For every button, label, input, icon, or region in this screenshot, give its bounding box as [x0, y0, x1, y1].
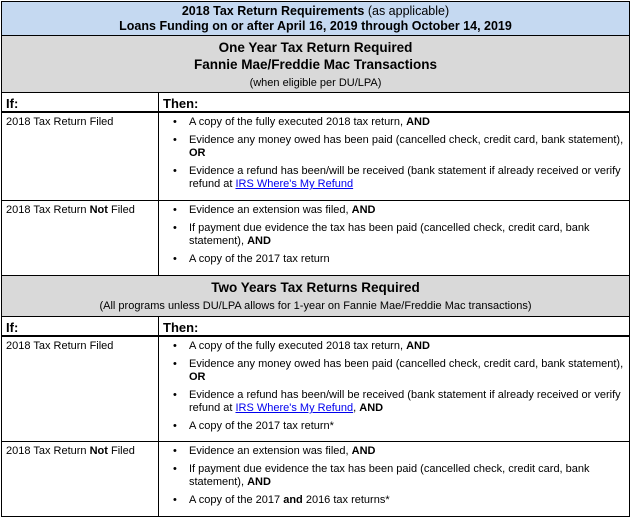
list-item: • Evidence an extension was filed, AND: [173, 445, 625, 458]
requirements-cell: [159, 201, 630, 276]
table-row: [2, 442, 630, 517]
list-item: • If payment due evidence the tax has been paid (cancelled check, credit card, bank statement), AND: [173, 222, 625, 248]
section1-header-row: [2, 36, 630, 93]
list-item: • A copy of the fully executed 2018 tax return, AND: [173, 116, 625, 129]
list-item: • Evidence a refund has been/will be received (bank statement if already received or verify refund at IRS Where's My Refund, AND: [173, 389, 625, 415]
list-item: • A copy of the 2017 and 2016 tax returns*: [173, 494, 625, 507]
if-header: If:: [2, 93, 159, 113]
requirements-list: [173, 340, 625, 433]
list-item: • Evidence any money owed has been paid (cancelled check, credit card, bank statement), OR: [173, 358, 625, 384]
condition-cell: 2018 Tax Return Not Filed: [2, 442, 159, 517]
requirements-cell: [159, 336, 630, 442]
condition-cell: 2018 Tax Return Filed: [2, 112, 159, 201]
section1-column-headers: [2, 93, 630, 113]
table-row: [2, 201, 630, 276]
requirements-list: [173, 445, 625, 507]
table-row: [2, 336, 630, 442]
condition-cell: 2018 Tax Return Filed: [2, 336, 159, 442]
section1-subtitle: (when eligible per DU/LPA): [249, 76, 382, 89]
section1-title: One Year Tax Return Required: [218, 39, 413, 55]
list-item: • Evidence an extension was filed, AND: [173, 204, 625, 217]
condition-cell: 2018 Tax Return Not Filed: [2, 201, 159, 276]
irs-refund-link[interactable]: IRS Where's My Refund: [235, 402, 354, 414]
tax-requirements-table: [1, 1, 630, 517]
list-item: • A copy of the 2017 tax return: [173, 253, 625, 266]
table-title: [2, 2, 630, 36]
section1-title-2: Fannie Mae/Freddie Mac Transactions: [193, 56, 438, 72]
list-item: • If payment due evidence the tax has been paid (cancelled check, credit card, bank statement), AND: [173, 463, 625, 489]
then-header: Then:: [159, 317, 630, 337]
title-row: [2, 2, 630, 36]
list-item: • Evidence a refund has been/will be received (bank statement if already received or verify refund at IRS Where's My Refund: [173, 165, 625, 191]
section1-header: [2, 36, 630, 93]
section2-subtitle: (All programs unless DU/LPA allows for 1-year on Fannie Mae/Freddie Mac transactions): [99, 300, 532, 312]
requirements-cell: [159, 112, 630, 201]
requirements-list: [173, 116, 625, 191]
list-item: • A copy of the 2017 tax return*: [173, 420, 625, 433]
section2-header: [2, 276, 630, 317]
requirements-cell: [159, 442, 630, 517]
if-header: If:: [2, 317, 159, 337]
list-item: • Evidence any money owed has been paid (cancelled check, credit card, bank statement), OR: [173, 134, 625, 160]
title-date-range: Loans Funding on or after April 16, 2019 through October 14, 2019: [119, 18, 512, 33]
list-item: • A copy of the fully executed 2018 tax return, AND: [173, 340, 625, 353]
title-main: 2018 Tax Return Requirements: [181, 3, 365, 18]
irs-refund-link[interactable]: IRS Where's My Refund: [235, 178, 354, 190]
section2-column-headers: [2, 317, 630, 337]
title-note: (as applicable): [367, 3, 450, 18]
requirements-list: [173, 204, 625, 266]
section2-title: Two Years Tax Returns Required: [211, 280, 420, 295]
table-row: [2, 112, 630, 201]
then-header: Then:: [159, 93, 630, 113]
section2-header-row: [2, 276, 630, 317]
